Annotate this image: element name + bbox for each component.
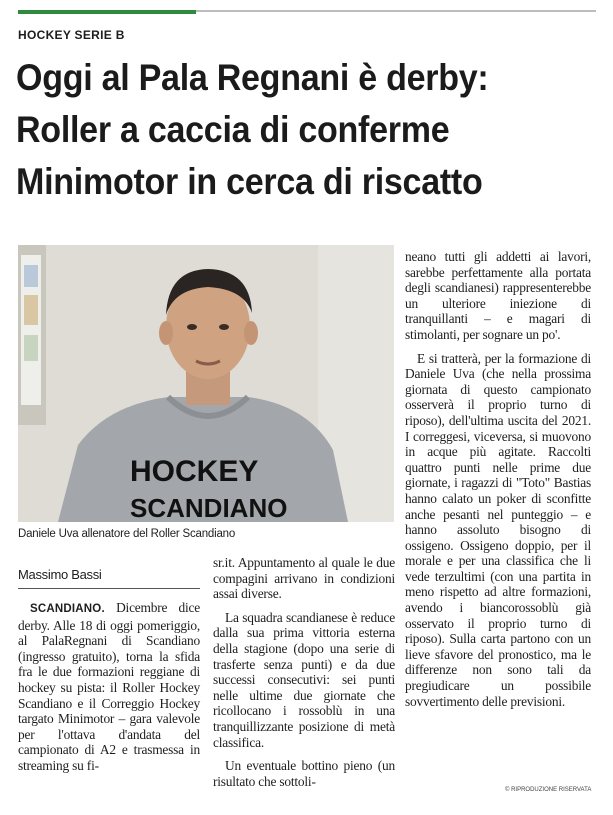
paragraph: La squadra scandianese è reduce dalla sua prima vittoria esterna della stagione (dopo una serie di trasferte senza punti) e da due successi consecutivi: sei punti nelle ultime due giornate che ricollocano i rossoblù in una tranquillizzante posizione di metà classifica. [213, 609, 395, 750]
paragraph: E si tratterà, per la formazione di Daniele Uva (che nella prossima giornata di questo campionato osserverà il proprio turno di riposo), dell'ultima uscita del 2021. I correggesi, viceversa, si muovono in acque più agitate. Raccolti quattro punti nelle prime due giornate, i ragazzi di "Toto" Bastias hanno calato un poker di sconfitte anche pesanti nel punteggio – e hanno assoluto bisogno di ossigeno. Ossigeno doppio, per il morale e per una classifica che li vede terzultimi (con una partita in meno rispetto ad altre formazioni, avendo i biancorossoblù già osservato il proprio turno di riposo). Sulla carta partono con un lieve sfavore del pronostico, ma le differenze non sono tali da pregiudicare un possibile sovvertimento delle previsioni. [405, 350, 591, 709]
headline-line-2: Roller a caccia di conferme [16, 109, 450, 150]
headline-line-1: Oggi al Pala Regnani è derby: [16, 57, 489, 98]
paragraph: Un eventuale bottino pieno (un risultato che sottoli- [213, 758, 395, 789]
paragraph: sr.it. Appuntamento al quale le due compagini arrivano in condizioni assai diverse. [213, 555, 395, 602]
section-accent-bar [18, 10, 196, 14]
article-column-1 [18, 600, 200, 774]
headline-line-3: Minimotor in cerca di riscatto [16, 161, 483, 202]
shirt-text-hockey: HOCKEY [130, 455, 259, 488]
article-photo [18, 245, 394, 522]
dateline: SCANDIANO. [30, 603, 105, 615]
article-column-3 [405, 249, 591, 709]
photo-caption: Daniele Uva allenatore del Roller Scandiano [18, 528, 236, 540]
shirt-text-scandiano: SCANDIANO [130, 493, 288, 522]
headline [16, 52, 553, 208]
paragraph-text: Dicembre dice derby. Alle 18 di oggi pomeriggio, al PalaRegnani di Scandiano (ingresso gratuito), torna la sfida fra le due formazioni reggiane di hockey su pista: il Roller Hockey Scandiano e il Correggio Hockey targato Minimotor – gara valevole per l'ottava d'andata del campionato di A2 e trasmessa in streaming su fi- [18, 600, 200, 773]
paragraph [18, 600, 200, 774]
section-kicker: HOCKEY SERIE B [18, 28, 125, 42]
portrait-illustration [18, 245, 394, 522]
author-byline: Massimo Bassi [18, 567, 102, 582]
byline-rule [18, 588, 200, 589]
article-column-2 [213, 555, 395, 789]
copyright-notice: © RIPRODUZIONE RISERVATA [505, 787, 592, 793]
paragraph: neano tutti gli addetti ai lavori, sarebbe perfettamente alla portata degli scandianesi) rappresenterebbe un ulteriore iniezione di tranquillanti – e magari di stimolanti, per sognare un po'. [405, 249, 591, 342]
